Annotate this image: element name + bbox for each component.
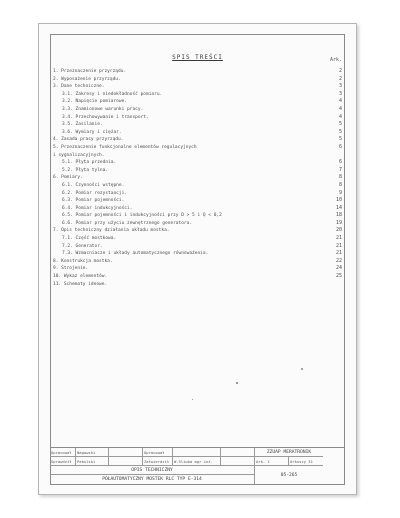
toc-page-number: 6 [338, 143, 342, 150]
toc-row [53, 114, 342, 122]
toc-page-number: 2 [338, 75, 342, 82]
title-block-prepared-label-2: Opracował [143, 448, 173, 457]
toc-entry-text: 5.2. Płyta tylna. [62, 167, 109, 173]
title-block-signature-2 [109, 457, 143, 466]
toc-entry-text: 6.3. Pomiar pojemności. [62, 198, 125, 204]
toc-row [53, 190, 342, 198]
toc-entry-text: 5.1. Płyta przednia. [62, 160, 117, 166]
scan-speck [236, 382, 238, 384]
toc-entry-text: 6.6. Pomiar przy użyciu zewnętrznego generatora. [62, 220, 193, 226]
title-block-doc-name: PÓŁAUTOMATYCZNY MOSTEK RLC TYP E-314 [50, 475, 255, 485]
toc-page-number: 21 [335, 235, 342, 242]
toc-row [53, 136, 342, 144]
toc-page-number: 4 [338, 105, 342, 112]
title-block-empty-2 [221, 448, 255, 457]
toc-page-number: 20 [335, 227, 342, 234]
toc-entry-text: 6.5. Pomiar pojemności i indukcyjności przy D > 5 i Q < 0,2 [62, 213, 222, 219]
toc-row [53, 98, 342, 106]
toc-page-number: 5 [338, 121, 342, 128]
toc-row [53, 227, 342, 235]
toc-page-number: 3 [338, 90, 342, 97]
toc-row [53, 250, 342, 258]
toc-entry-text: 3.5. Zasilanie. [62, 122, 103, 128]
toc-page-number: 14 [335, 204, 342, 211]
toc-entry-text: 8. Konstrukcja mostka. [53, 258, 113, 264]
toc-entry-text: 7.1. Część mostkowa. [62, 236, 117, 242]
toc-page-number: 4 [338, 113, 342, 120]
toc-row [53, 106, 342, 114]
toc-page-number: 25 [335, 273, 342, 280]
title-block-doc-number: 05-265 [280, 473, 298, 478]
document-page [38, 23, 357, 495]
toc-entry-text: 3.1. Zakresy i niedokładność pomiaru. [62, 91, 163, 97]
toc-page-number: 9 [338, 189, 342, 196]
toc-entry-text: 3.2. Napięcie pomiarowe. [62, 99, 128, 105]
toc-row [53, 152, 342, 160]
toc-row [53, 182, 342, 190]
toc-row [53, 220, 342, 228]
title-block-checked-name: Pakulski [76, 457, 109, 466]
toc-entry-text: 4. Zasada pracy przyrządu. [53, 137, 124, 143]
toc-row [53, 212, 342, 220]
toc-row [53, 76, 342, 84]
toc-page-number: 5 [338, 128, 342, 135]
title-block-sheet-count: Arkuszy 31 [289, 457, 323, 466]
toc-page-number: 7 [338, 166, 342, 173]
toc-page-number: 2 [338, 68, 342, 74]
toc-row [53, 235, 342, 243]
toc-page-number: 18 [335, 212, 342, 219]
toc-row [53, 258, 342, 266]
toc-entry-text: 5. Przeznaczenie funkcjonalne elementów regulacyjnych [53, 144, 197, 150]
toc-entry-text: 7.3. Wzmacniacze i układy automatycznego równoważenia. [62, 251, 209, 257]
toc-row [53, 273, 342, 281]
toc-row [53, 144, 342, 152]
toc-page-number: 10 [335, 197, 342, 204]
title-block-signature-3 [221, 457, 255, 466]
toc-page-number: 19 [335, 219, 342, 226]
toc-row [53, 91, 342, 99]
toc-row [53, 167, 342, 175]
title-block-prepared-name: Nagowski [76, 448, 109, 457]
toc-entry-text: 9. Strojenie. [53, 266, 89, 272]
toc-row [53, 265, 342, 273]
toc-entry-text: 1. Przeznaczenie przyrządu. [53, 69, 127, 74]
toc-page-number: 3 [338, 83, 342, 90]
toc-row [53, 68, 342, 76]
title-block-approved-label: Zatwierdził [143, 457, 173, 466]
toc-page-number: 5 [338, 136, 342, 143]
toc-row [53, 83, 342, 91]
toc-row [53, 281, 342, 289]
title-block-approved-name: W.Śliwka mgr inż. [173, 457, 221, 466]
toc-entry-text: 6. Pomiary. [53, 175, 83, 181]
toc-entry-text: i sygnalizacyjnych. [53, 152, 105, 158]
toc-page-number: 6 [338, 159, 342, 166]
title-block-signature-1 [109, 448, 143, 457]
toc-page-number: 21 [335, 242, 342, 249]
toc-entry-text: 6.1. Czynności wstępne. [62, 182, 125, 188]
toc-row [53, 121, 342, 129]
toc-row [53, 159, 342, 167]
toc-page-number: 24 [335, 265, 342, 272]
toc-page-number: 8 [338, 181, 342, 188]
toc-row [53, 129, 342, 137]
toc-entry-text: 6.2. Pomiar rezystancji. [62, 190, 128, 196]
toc-entry-text: 7. Opis techniczny działania układu mostka. [53, 228, 170, 234]
toc-entry-text: 2. Wyposażenie przyrządu. [53, 76, 121, 82]
toc-entry-text: 6.4. Pomiar indukcyjności. [62, 205, 133, 211]
toc-entry-text: 3.6. Wymiary i ciężar. [62, 129, 122, 135]
toc-row [53, 205, 342, 213]
title-block-company: ZZUAP MERATRONIK [255, 448, 323, 457]
toc-page-number: 4 [338, 98, 342, 105]
title-block-checked-label: Sprawdził [50, 457, 76, 466]
title-block-doc-type: OPIS TECHNICZNY [50, 466, 255, 475]
toc-page-number: 21 [335, 250, 342, 257]
toc-entry-text: 7.2. Generator. [62, 243, 103, 249]
toc-row [53, 197, 342, 205]
title-block [50, 447, 345, 485]
toc-row [53, 243, 342, 251]
toc-page-number: 8 [338, 174, 342, 181]
toc-entry-text: 3. Dane techniczne. [53, 84, 105, 90]
scan-speck [192, 399, 193, 400]
toc-entry-text: 3.3. Znamionowe warunki pracy. [62, 106, 144, 112]
toc-entry-text: 11. Schematy ideowe. [53, 281, 108, 287]
table-of-contents [53, 68, 342, 288]
document-title: SPIS TREŚCI [172, 54, 223, 61]
toc-entry-text: 10. Wykaz elementów. [53, 274, 108, 280]
scan-speck [301, 368, 303, 370]
title-block-empty-1 [173, 448, 221, 457]
toc-row [53, 174, 342, 182]
toc-page-number: 22 [335, 257, 342, 264]
title-block-prepared-label: Opracował [50, 448, 76, 457]
pages-column-header: Ark. [329, 57, 342, 63]
toc-entry-text: 3.4. Przechowywanie i transport. [62, 114, 149, 120]
title-block-sheet: Ark. 1 [255, 457, 289, 466]
